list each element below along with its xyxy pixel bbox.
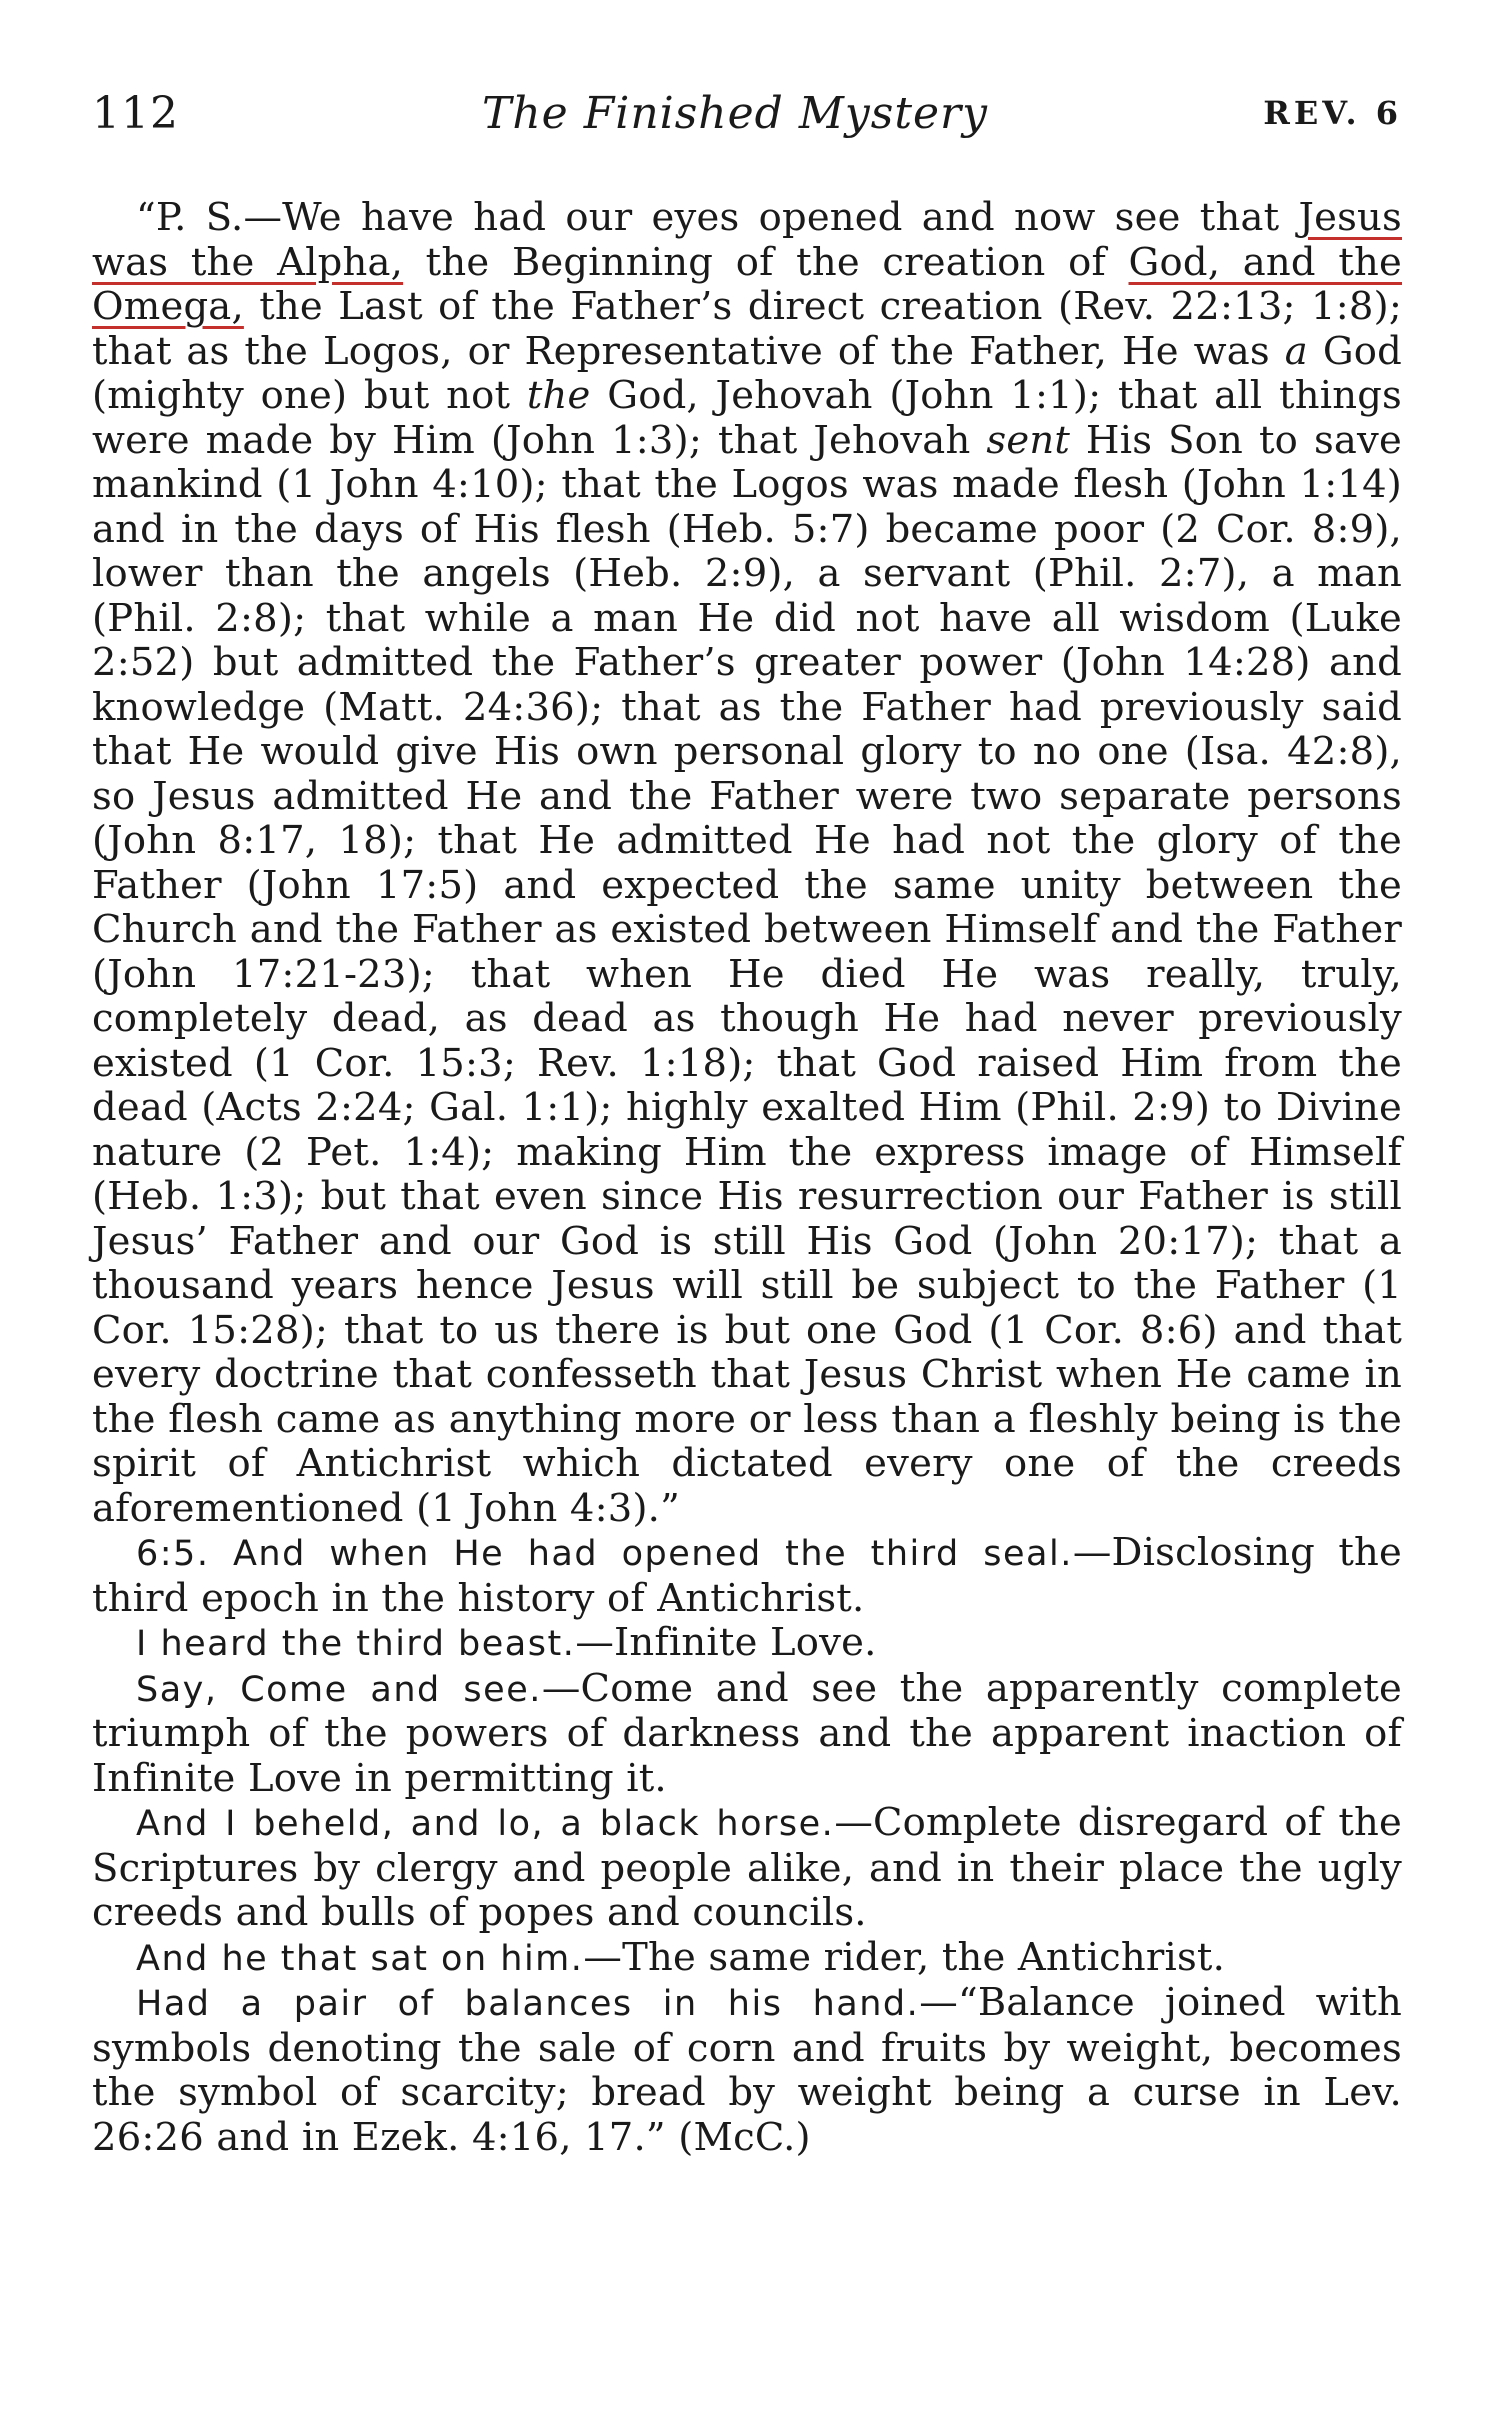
page-body xyxy=(92,196,1402,2160)
italic-a: a xyxy=(1284,328,1308,374)
italic-sent: sent xyxy=(986,417,1070,463)
verse-commentary: —Complete disregard of the Scriptures by clergy and people alike, and in their place the ugly creeds and bulls of popes and councils. xyxy=(92,1800,1402,1935)
verse-paragraph xyxy=(92,1936,1402,1982)
running-title: The Finished Mystery xyxy=(482,88,988,139)
verse-lead: And he that sat on him. xyxy=(136,1938,584,1979)
page-number: 112 xyxy=(92,88,179,139)
verse-commentary: —The same rider, the Antichrist. xyxy=(583,1934,1226,1980)
italic-the: the xyxy=(526,373,591,418)
verse-paragraph xyxy=(92,1621,1402,1667)
ps-text-1: “P. S.—We have had our eyes opened and now see that xyxy=(136,195,1299,240)
ps-text-2: the Beginning of the creation of xyxy=(403,239,1129,285)
ps-paragraph xyxy=(92,196,1402,1531)
ps-text-6: His Son to save mankind (1 John 4:10); that the Logos was made flesh (John 1:14) and in the days of His flesh (Heb. 5:7) became poor (2 Cor. 8:9), lower than the angels (Heb. 2:9), a servant (Phil. 2:7), a man (Phil. 2:8); that while a man He did not have all wisdom (Luke 2:52) but admitted the Father’s greater power (John 14:28) and knowledge (Matt. 24:36); that as the Father had previously said that He would give His own personal glory to no one (Isa. 42:8), so Jesus admitted He and the Father were two separate persons (John 8:17, 18); that He admitted He had not the glory of the Father (John 17:5) and expected the same unity between the Church and the Father as existed between Himself and the Father (John 17:21-23); that when He died He was really, truly, completely dead, as dead as though He had never previously existed (1 Cor. 15:3; Rev. 1:18); that God raised Him from the dead (Acts 2:24; Gal. 1:1); highly exalted Him (Phil. 2:9) to Divine nature (2 Pet. 1:4); making Him the express image of Himself (Heb. 1:3); but that even since His resurrection our Father is still Jesus’ Father and our God is still His God (John 20:17); that a thousand years hence Jesus will still be subject to the Father (1 Cor. 15:28); that to us there is but one God (1 Cor. 8:6) and that every doctrine that confesseth that Jesus Christ when He came in the flesh came as anything more or less than a fleshly being is the spirit of Antichrist which dictated every one of the creeds aforementioned (1 John 4:3).” xyxy=(92,417,1402,1531)
verse-commentary: —“Balance joined with symbols denoting the sale of corn and fruits by weight, becomes the symbol of scarcity; bread by weight being a curse in Lev. 26:26 and in Ezek. 4:16, 17.” (McC.) xyxy=(92,1980,1403,2160)
page-header xyxy=(92,88,1402,148)
book-page xyxy=(92,88,1402,2160)
ps-text-3: the Last of the Father’s direct creation (Rev. 22:13; 1:8); that as the Logos, or Representative of the Father, He was xyxy=(92,284,1402,374)
verse-paragraph xyxy=(92,1667,1402,1802)
verse-lead: And I beheld, and lo, a black horse. xyxy=(136,1804,835,1844)
verse-lead: 6:5. And when He had opened the third seal. xyxy=(136,1534,1073,1574)
ps-text-5: God, Jehovah (John 1:1); that all things were made by Him (John 1:3); that Jehovah xyxy=(92,373,1403,463)
verse-lead: I heard the third beast. xyxy=(136,1624,576,1664)
verse-paragraph xyxy=(92,1531,1402,1621)
verse-lead: Say, Come and see. xyxy=(136,1669,542,1710)
underlined-phrase-alpha: Jesus was the Alpha, xyxy=(92,195,1402,285)
book-reference: REV. 6 xyxy=(1263,94,1402,132)
underlined-phrase-omega: God, and the Omega, xyxy=(92,239,1402,329)
verse-paragraph xyxy=(92,1981,1402,2160)
verse-commentary: —Disclosing the third epoch in the history of Antichrist. xyxy=(92,1530,1403,1621)
verse-lead: Had a pair of balances in his hand. xyxy=(136,1984,920,2024)
verse-paragraph xyxy=(92,1801,1402,1936)
verse-commentary: —Come and see the apparently complete triumph of the powers of darkness and the apparent inaction of Infinite Love in permitting it. xyxy=(92,1665,1402,1801)
ps-text-4: God (mighty one) but not xyxy=(92,328,1402,418)
verse-commentary: —Infinite Love. xyxy=(575,1620,877,1665)
